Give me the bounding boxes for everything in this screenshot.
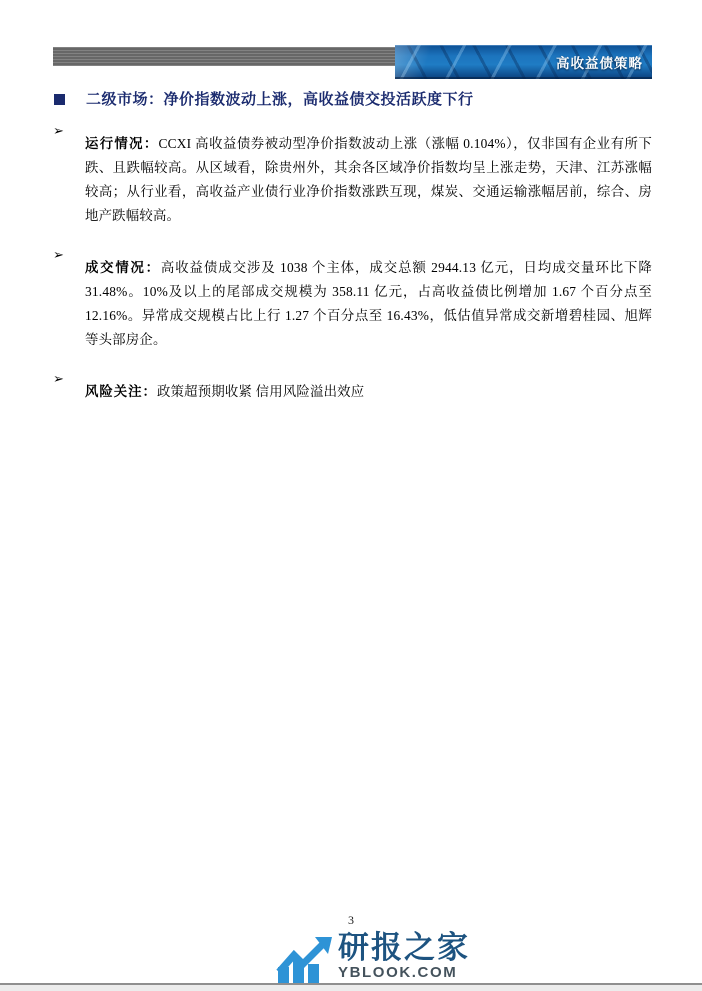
bullet-text: 政策超预期收紧 信用风险溢出效应 bbox=[156, 383, 365, 399]
watermark-text bbox=[338, 931, 470, 981]
bullet-paragraph bbox=[85, 256, 652, 352]
arrow-bullet-icon: ➢ bbox=[53, 370, 64, 386]
bullet-label: 成交情况： bbox=[85, 260, 161, 276]
list-item bbox=[53, 243, 652, 366]
arrow-bullet-icon: ➢ bbox=[53, 123, 64, 138]
list-item bbox=[53, 367, 652, 418]
bullet-label: 运行情况： bbox=[85, 136, 159, 152]
arrow-bullet-icon: ➢ bbox=[53, 246, 64, 262]
watermark-name: 研报之家 bbox=[338, 930, 470, 965]
bullet-label: 风险关注： bbox=[85, 383, 157, 399]
header-banner bbox=[395, 45, 652, 79]
bullet-paragraph bbox=[85, 380, 652, 404]
banner-label: 高收益债策略 bbox=[556, 56, 643, 71]
bullet-paragraph bbox=[85, 132, 652, 228]
page-number: 3 bbox=[348, 913, 354, 927]
bullet-list bbox=[53, 119, 652, 417]
watermark-domain: YBLOOK.COM bbox=[338, 964, 458, 981]
section-heading bbox=[53, 90, 652, 111]
section-title: 二级市场：净价指数波动上涨，高收益债交投活跃度下行 bbox=[86, 92, 474, 108]
watermark-logo bbox=[276, 931, 470, 987]
section-bullet-square bbox=[54, 94, 65, 105]
page-bottom-edge bbox=[0, 983, 702, 991]
report-summary-section bbox=[53, 90, 652, 418]
list-item bbox=[53, 119, 652, 242]
chart-arrow-icon bbox=[276, 937, 332, 987]
bullet-text: 高收益债成交涉及 1038 个主体，成交总额 2944.13 亿元，日均成交量环比下降 31.48%。10%及以上的尾部成交规模为 358.11 亿元，占高收益债比例增加 1.67 个百分点至 12.16%。异常成交规模占比上行 1.27 个百分点至 16.43%，低估值异常成交新增碧桂园、旭辉等头部房企。 bbox=[85, 260, 653, 348]
bullet-text: CCXI 高收益债券被动型净价指数波动上涨（涨幅 0.104%），仅非国有企业有所下跌、且跌幅较高。从区域看，除贵州外，其余各区域净价指数均呈上涨走势，天津、江苏涨幅较高；从行业看，高收益产业债行业净价指数涨跌互现，煤炭、交通运输涨幅居前，综合、房地产跌幅较高。 bbox=[85, 136, 652, 224]
header-gray-stripe bbox=[53, 47, 396, 66]
